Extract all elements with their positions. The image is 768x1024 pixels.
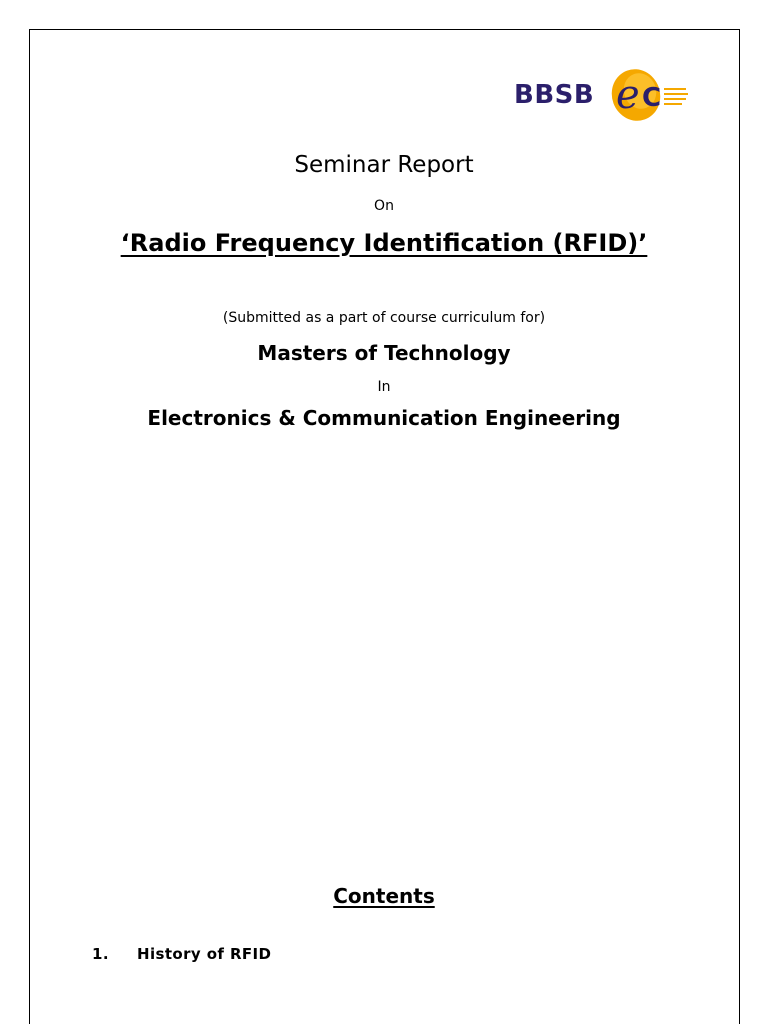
college-logo [512,64,690,126]
in-label: In [377,379,391,395]
contents-heading: Contents [333,884,435,908]
degree-name: Masters of Technology [257,341,511,365]
report-topic-title: ‘Radio Frequency Identification (RFID)’ [120,229,648,257]
page-border [29,29,740,1024]
on-label: On [374,198,394,214]
svg-text:C: C [642,83,662,113]
contents-item-label: History of RFID [137,945,272,963]
svg-text:e: e [616,72,640,118]
contents-item-number: 1. [92,945,109,963]
branch-name: Electronics & Communication Engineering [147,406,621,430]
report-type: Seminar Report [294,152,474,178]
contents-list-item [92,945,271,963]
logo-wordmark: BBSB [514,80,595,110]
submitted-note: (Submitted as a part of course curriculum for) [222,310,546,326]
